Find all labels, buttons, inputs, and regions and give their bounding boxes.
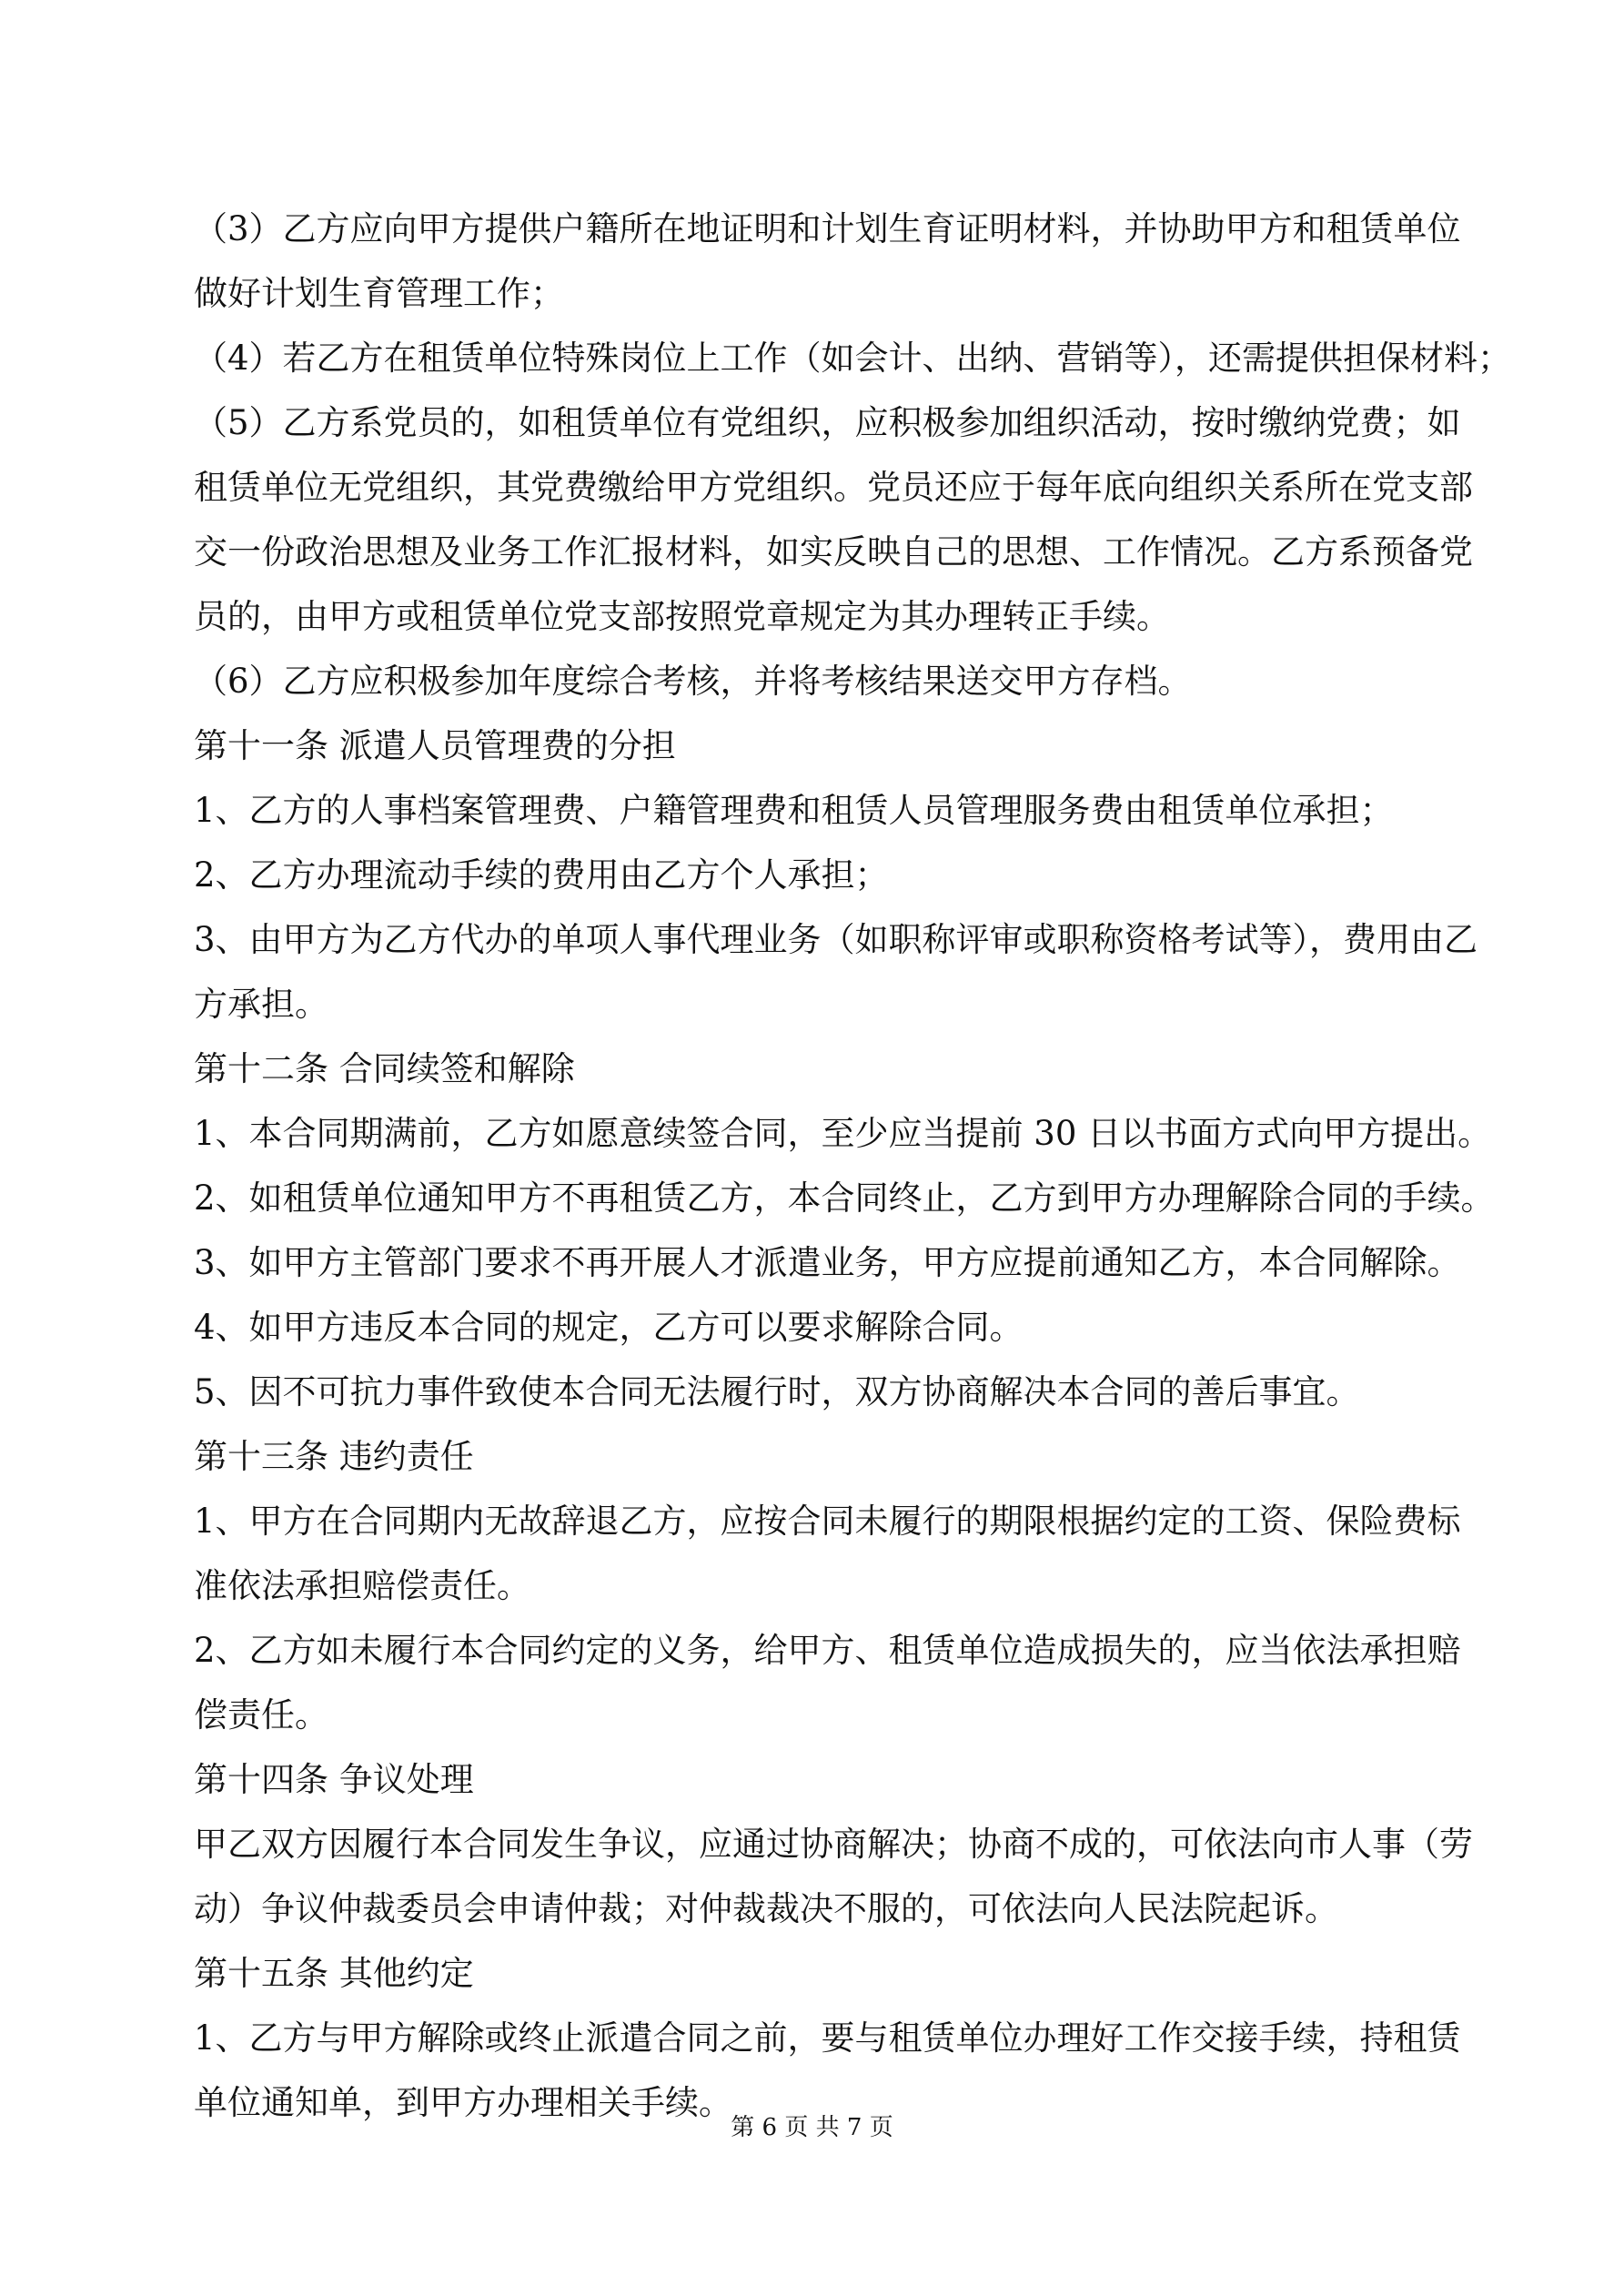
section-heading: 第十二条 合同续签和解除	[194, 1049, 575, 1088]
text-line: 单位通知单，到甲方办理相关手续。	[194, 2083, 732, 2122]
text-line: 3、由甲方为乙方代办的单项人事代理业务（如职称评审或职称资格考试等），费用由乙	[194, 920, 1478, 959]
text-line: 甲乙双方因履行本合同发生争议，应通过协商解决；协商不成的，可依法向市人事（劳	[194, 1825, 1473, 1864]
text-line: 租赁单位无党组织，其党费缴给甲方党组织。党员还应于每年底向组织关系所在党支部	[194, 468, 1473, 507]
page-number: 第 6 页 共 7 页	[731, 2114, 893, 2141]
text-line: 2、如租赁单位通知甲方不再租赁乙方，本合同终止，乙方到甲方办理解除合同的手续。	[194, 1178, 1495, 1218]
text-line: 准依法承担赔偿责任。	[194, 1566, 530, 1605]
text-line: （4）若乙方在租赁单位特殊岗位上工作（如会计、出纳、营销等），还需提供担保材料；	[194, 339, 1512, 378]
text-line: 5、因不可抗力事件致使本合同无法履行时，双方协商解决本合同的善后事宜。	[194, 1372, 1360, 1411]
text-line: （5）乙方系党员的，如租赁单位有党组织，应积极参加组织活动，按时缴纳党费；如	[194, 403, 1461, 442]
text-line: 1、乙方与甲方解除或终止派遣合同之前，要与租赁单位办理好工作交接手续，持租赁	[194, 2018, 1461, 2058]
text-line: 交一份政治思想及业务工作汇报材料，如实反映自己的思想、工作情况。乙方系预备党	[194, 532, 1473, 571]
text-line: 做好计划生育管理工作；	[194, 274, 564, 313]
text-line: 1、本合同期满前，乙方如愿意续签合同，至少应当提前 30 日以书面方式向甲方提出。	[194, 1114, 1492, 1153]
section-heading: 第十一条 派遣人员管理费的分担	[194, 726, 676, 765]
text-line: 员的，由甲方或租赁单位党支部按照党章规定为其办理转正手续。	[194, 597, 1170, 636]
text-line: 1、甲方在合同期内无故辞退乙方，应按合同未履行的期限根据约定的工资、保险费标	[194, 1502, 1461, 1541]
text-line: 动）争议仲裁委员会申请仲裁；对仲裁裁决不服的，可依法向人民法院起诉。	[194, 1889, 1338, 1928]
text-line: 2、乙方办理流动手续的费用由乙方个人承担；	[194, 855, 889, 895]
section-heading: 第十四条 争议处理	[194, 1760, 474, 1799]
text-line: 3、如甲方主管部门要求不再开展人才派遣业务，甲方应提前通知乙方，本合同解除。	[194, 1243, 1461, 1282]
text-line: 方承担。	[194, 985, 328, 1024]
text-line: 1、乙方的人事档案管理费、户籍管理费和租赁人员管理服务费由租赁单位承担；	[194, 791, 1394, 830]
text-line: （3）乙方应向甲方提供户籍所在地证明和计划生育证明材料，并协助甲方和租赁单位	[194, 209, 1461, 248]
text-line: （6）乙方应积极参加年度综合考核，并将考核结果送交甲方存档。	[194, 662, 1192, 701]
text-line: 4、如甲方违反本合同的规定，乙方可以要求解除合同。	[194, 1308, 1024, 1347]
section-heading: 第十三条 违约责任	[194, 1437, 474, 1476]
text-line: 2、乙方如未履行本合同约定的义务，给甲方、租赁单位造成损失的，应当依法承担赔	[194, 1631, 1461, 1670]
section-heading: 第十五条 其他约定	[194, 1954, 474, 1993]
text-line: 偿责任。	[194, 1695, 328, 1735]
